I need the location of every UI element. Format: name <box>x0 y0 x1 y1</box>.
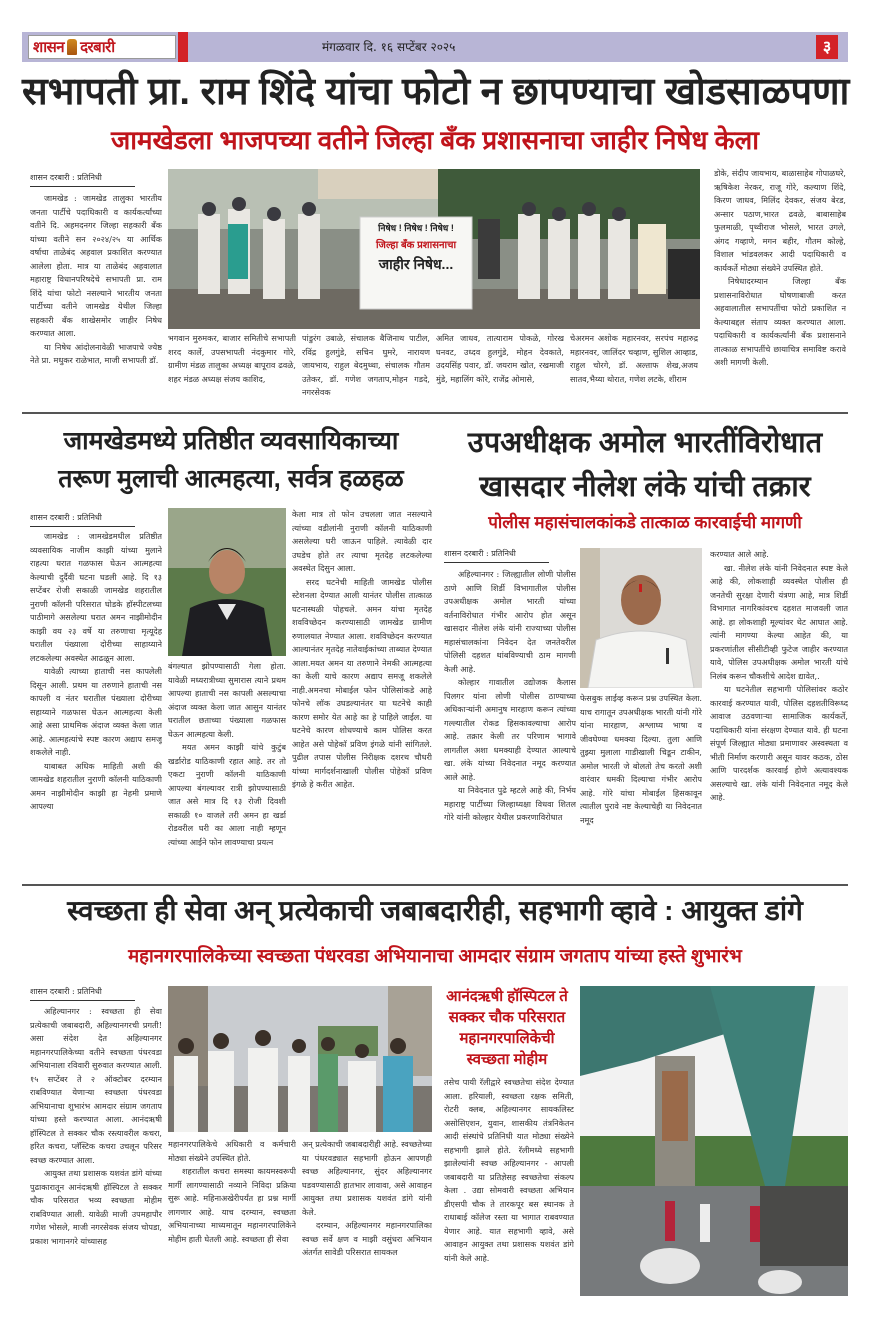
article2-col1-para2: यावेळी त्याच्या हाताची नस कापलेली दिसून आली. प्रथम या तरुणाने हाताची नस कापली व नंतर घरातील पंख्याला दोरीच्या सहाय्याने गळफास घेऊन आत्महत्या केली आहे असा प्राथमिक अंदाज व्यक्त केला जात आहे. आत्महत्यांचे स्पष्ट कारण अद्याप समजू शकलेले नाही. <box>30 666 162 757</box>
article2-byline: शासन दरबारी : प्रतिनिधी <box>30 512 135 527</box>
article2-headline-line2: तरूण मुलाची आत्महत्या, सर्वत्र हळहळ <box>58 465 404 493</box>
article4-street-photo <box>168 986 432 1132</box>
logo-accent-bar <box>178 32 188 62</box>
flyover-photo-art <box>580 986 848 1296</box>
article2-col3-para1: केला मात्र तो फोन उचलला जात नसल्याने त्यांच्या वडीलांनी नुराणी कॉलनी याठिकाणी असलेल्या घरी जाऊन पाहिले. त्यावेळी दार उघडेच होते तर त्याचा मृतदेह लटकलेल्या अवस्थेत दिसुन आला. <box>292 509 432 573</box>
article4-byline: शासन दरबारी : प्रतिनिधी <box>30 986 135 1001</box>
article2-col2 <box>168 660 286 876</box>
article1-col4: अमित जाधव, तात्याराम पोकळे, गोरख घनवट, उध्दव हुलगुंडे, मोहन देवकाते, उदयसिंह पवार, डॉ. जयराम खोत, रखमाजी मुंडे, महालिंग कोरे, राजेंद्र ओमासे, <box>436 333 564 384</box>
portrait-art <box>168 508 286 656</box>
article1-col1-para1: जामखेड : जामखेड तालुका भारतीय जनता पार्टीचे पदाधिकारी व कार्यकर्त्यांच्या वतीने दि. अहमदनगर जिल्हा सहकारी बँक यांच्या वतीने सन २०२४/२५ या आर्थिक वर्षाचा ताळेबंद अहवाल प्रकाशित करण्यात आलेला होता. मात्र या ताळेबंद अहवालात महाराष्ट्र विधानपरिषदेचे सभापती प्रा. राम शिंदे यांचा फोटो नसल्याने भारतीय जनता पार्टीच्या वतीने जामखेड येथील जिल्हा सहकारी बँक शाखेसमोर जाहीर निषेध करण्यात आला. <box>30 193 162 338</box>
article2-col3-para2: सरद घटनेची माहिती जामखेड पोलीस स्टेशनला देण्यात आली यानंतर पोलीस तात्काळ घटनास्थळी पोहचले. अमन यांचा मृतदेह शवविच्छेदन करण्यासाठी जामखेड ग्रामीण रुणालयात नेण्यात आला. शवविच्छेदन करण्यात आल्यानंतर मृतदेह नातेवाईकांच्या ताब्यात देण्यात आला.मयत अमन या तरुणाने नेमकी आत्महत्या का केली याचे कारण अद्याप समजू शकलेले नाही.अमनचा मोबाईल फोन पोलिसांकडे आहे फोनचे लॉक उघडल्यानंतर या घटनेचे काही कारण समोर येत आहे का हे पाहिले जाईल. या घटनेचे कारण शोधण्याचे काम पोलिस करत आहेत असे पोहेकॉ प्रविण इंगळे यांनी सांगितले. पुढील तपास पोलीस निरीक्षक दशरथ चौधरी यांच्या मार्गदर्शनाखाली पोलीस पोहेकॉ प्रविण इंगळे हे करीत आहेत. <box>292 576 432 789</box>
article1-col5: चेअरमन अशोक महारनवर, सरपंच महारुद्र महारनवर, जालिंदर चव्हाण, सुशिल आव्हाड, राहुल चोरगे, डॉ. अल्ताफ शेख,अजय सातव,भैय्या थोरात, गणेश लटके, शीराम <box>570 333 698 384</box>
article3-portrait-photo <box>580 548 702 688</box>
street-photo-art <box>168 986 432 1132</box>
protest-banner-line2: जिल्हा बँक प्रशासनाचा <box>375 240 457 251</box>
article1-col6-para2: निषेधादरम्यान जिल्हा बँक प्रशासनाविरोधात घोषणाबाजी करत अहवालातील सभापतींचा फोटो प्रकाशित न केल्याबद्दल संताप व्यक्त करण्यात आला. पदाधिकारी व कार्यकर्त्यांनी बँक प्रशासनाने तात्काळ सभापतींचे छायाचित्र समाविष्ट करावे अशी मागणी केली. <box>714 276 846 367</box>
article4-col2-para2: शहरातील कचरा समस्या कायमस्वरूपी मार्गी लागण्यासाठी नव्याने निविदा प्रक्रिया सुरू आहे. महिनाअखेरीपर्यंत हा प्रश्न मार्गी लागणार आहे. याच दरम्यान, स्वच्छता अभियानाच्या माध्यमातून महानगरपालिकेने मोहीम हाती घेतली आहे. स्वच्छता ही सेवा <box>168 1166 296 1244</box>
article1-col1 <box>30 192 162 392</box>
section-divider <box>22 412 848 414</box>
article1-protest-photo <box>168 169 700 329</box>
article3-col3-para3: या घटनेतील सहभागी पोलिसांवर कठोर कारवाई करण्यात यावी, पोलिस दहशतीविरूध्द आवाज उठवणाऱ्या सामाजिक कार्यकर्ते, पदाधिकारी यांना संरक्षण देण्यात यावे. ही घटना संपूर्ण जिल्ह्यात मोठ्या प्रमाणावर अस्वस्थता व भीती निर्माण करणारी असून यावर कठक, ठोस आणि पारदर्शक कारवाई होणे अत्यावश्यक असल्याचे खा. लंके यांनी निवेदनात नमूद केले आहे. <box>710 684 848 802</box>
page-number: ३ <box>816 35 838 59</box>
protest-banner-line3: जाहीर निषेध... <box>378 256 454 272</box>
article3-col3-para1: करण्यात आले आहे. <box>710 549 769 559</box>
article1-subheadline: जामखेडला भाजपच्या वतीने जिल्हा बँक प्रशासनाचा जाहीर निषेध केला <box>110 125 760 155</box>
article3-col1-para3: या निवेदनात पुढे म्हटले आहे की, निर्भय महाराष्ट्र पार्टीच्या जिल्हाध्यक्षा विधवा शितल गोरे यांनी कोल्हार येथील प्रकरणाविरोधात <box>444 785 576 822</box>
logo-text-right: दरबारी <box>80 38 115 56</box>
article1-col6-para1: डोके, संदीप जायभाय, बाळासाहेब गोपाळघरे, ऋषिकेश नेरकर, राजू गोरे, कल्याण शिंदे, किरण जाधव, मिलिंद देवकर, संजय बेरड, अन्सार पठाण,भारत ढवळे, बाबासाहेब फुलमाळी, पृथ्वीराज भोसले, भारत उगले, अंगद गव्हाणे, मगन बहीर, गौतम कोल्हे, विशाल भांडवलकर आदी पदाधिकारी व कार्यकर्ते मोठ्या संख्येने उपस्थित होते. <box>714 168 846 273</box>
article2-col3 <box>292 508 432 876</box>
article3-subheadline: पोलीस महासंचालकांकडे तात्काळ कारवाईची मागणी <box>488 513 802 532</box>
newspaper-logo <box>28 35 176 59</box>
article3-headline-line1: उपअधीक्षक अमोल भारतींविरोधात <box>467 427 823 459</box>
article4-col3-para2: दरम्यान, अहिल्यानगर महानगरपालिका स्वच्छ सर्वे क्षण व माझी वसुंधरा अभियान अंतर्गत सावेडी परिसरात सायकल <box>302 1220 432 1257</box>
section-divider-2 <box>22 884 848 886</box>
article4-col1-para1: अहिल्यानगर : स्वच्छता ही सेवा प्रत्येकाची जबाबदारी, अहिल्यानगरची प्रगती! असा संदेश देत अहिल्यानगर महानगरपालिकेच्या वतीने स्वच्छता पंधरवडा अभियानाला रविवारी सुरुवात करण्यात आली. १५ सप्टेंबर ते २ ऑक्टोबर दरम्यान राबविण्यात येणाऱ्या स्वच्छता पंधरवडा अभियानाचा शुभारंभ आमदार संग्राम जगताप यांच्या हस्ते करण्यात आला. आनंदऋषी हॉस्पिटल ते सक्कर चौक रस्त्यावरील कचरा, हरित कचरा, प्लॅस्टिक कचरा उचलून परिसर स्वच्छ करण्यात आला. <box>30 1006 162 1165</box>
article4-flyover-photo <box>580 986 848 1296</box>
article2-col1-para3: याबाबत अधिक माहिती अशी की जामखेड शहरातील नुराणी कॉलनी याठिकाणी अमन नाझीमोदीन काझी हा नेहमी प्रमाणे आपल्या <box>30 760 162 811</box>
article3-col1-para2: कोल्हार गावातील उद्योजक कैलास पिलगर यांना लोणी पोलीस ठाण्याच्या अधिकाऱ्यांनी अमानुष मारहाण करून त्यांच्या गल्ल्यातील रोकड हिसकावल्याचा आरोप आहे. तक्रार केली तर परिणाम भागावे लागतील अशा धमक्याही देण्यात आल्याचे खा. लंके यांच्या निवेदनात नमूद करण्यात आले आहे. <box>444 677 576 782</box>
article4-headline: स्वच्छता ही सेवा अन् प्रत्येकाची जबाबदारीही, सहभागी व्हावे : आयुक्त डांगे <box>67 895 803 926</box>
article1-col1-para2: या निषेध आंदोलनावेळी भाजपाचे ज्येष्ठ नेते प्रा. मधुकर राळेभात, माजी सभापती डॉ. <box>30 341 162 365</box>
article1-col3: पांडुरंग उबाळे, संचालक बैजिनाथ पाटील, रविंद्र हुलगुंडे, सचिन घुमरे, नारायण जायभाय, राहुल बेदमुथ्था, संचालक गौतम उतेकर, डॉ. गणेश जगताप,मोहन गडदे, नगरसेवक <box>302 333 430 397</box>
article3-col1 <box>444 568 576 878</box>
article2-col1-para1: जामखेड : जामखेडमधील प्रतिष्ठीत व्यवसायिक नाजीम काझी यांच्या मुलाने राहत्या घरात गळफास घेऊन आत्महत्या केल्याची दुर्दैवी घटना घडली आहे. दि १३ सप्टेंबर रोजी सकाळी जामखेड शहरातील नुराणी कॉलनी परिसरात घोडके हॉस्पीटलच्या पाठीमागे असलेल्या घरात अमन नाझीमोदीन काझी वय २३ वर्षे या तरुणाचा मृत्यूदेह घरातील पंख्याला दोरीच्या साहाय्याने लटकलेल्या अवस्थेत आढळून आला. <box>30 531 162 663</box>
article2-col2-para2: मयत अमन काझी यांचे कुटुंब खर्डारोड याठिकाणी रहात आहे. तर तो एकटा नुराणी कॉलनी याठिकाणी आपल्या बंगल्यावर रात्री झोपण्यासाठी जात असे मात्र दि १३ रोजी दिवशी सकाळी १० वाजले तरी अमन हा खर्डा रोडवरील घरी का आला नाही म्हणून त्यांच्या आईने फोन लावण्याचा प्रयत्न <box>168 742 286 847</box>
article3-col3-para2: खा. नीलेश लंके यांनी निवेदनात स्पष्ट केले आहे की, लोकशाही व्यवस्थेत पोलीस ही जनतेची सुरक्षा देणारी यंत्रणा आहे, मात्र शिर्डी विभागात नागरिकांवरच दहशत माजवली जात आहे. हा लोकशाही मूल्यांवर थेट आघात आहे. त्यांनी मागण्या केल्या आहेत की, या प्रकरणांतील सीसीटीव्ही फुटेज जाहीर करण्यात यावे, पोलिस उपअधीक्षक अमोल भारती यांचे निलंब करून चौकशीचे आदेश द्यावेत,. <box>710 562 848 681</box>
article2-col2-para1: बंगल्यात झोपण्यासाठी गेला होता. यावेळी मध्यरात्रीच्या सुमारास त्याने प्रथम आपल्या हाताची नस कापली असल्याचा अंदाज व्यक्त केला जात आसुन यानंतर घरातील छताच्या पंख्याला गळफास घेऊन आत्महत्या केली. <box>168 661 286 739</box>
masthead <box>22 32 848 62</box>
article4-box-headline: आनंदऋषी हॉस्पिटल ते सक्कर चौक परिसरात महानगरपालिकेची स्वच्छता मोहीम <box>446 988 568 1068</box>
article2-portrait-photo <box>168 508 286 656</box>
article1-byline: शासन दरबारी : प्रतिनिधी <box>30 172 135 187</box>
article1-col6 <box>714 167 846 407</box>
article4-col1-para2: आयुक्त तथा प्रशासक यशवंत डांगे यांच्या पुढाकारातून आनंदऋषी हॉस्पिटल ते सक्कर चौक परिसरात भव्य स्वच्छता मोहीम राबविण्यात आली. यावेळी माजी उपमहापौर गणेश भोसले, माजी नगरसेवक संजय चोपडा, प्रकाश भागानगरे यांच्यासह <box>30 1168 162 1246</box>
issue-date: मंगळवार दि. १६ सप्टेंबर २०२५ <box>322 40 456 54</box>
portrait-art-2 <box>580 548 702 688</box>
protest-banner-line1: निषेध ! निषेध ! निषेध ! <box>378 223 454 233</box>
article3-headline-line2: खासदार नीलेश लंके यांची तक्रार <box>479 471 811 503</box>
article1-headline: सभापती प्रा. राम शिंदे यांचा फोटो न छापण्याचा खोडसाळपणा <box>22 71 850 113</box>
article2-col1 <box>30 530 162 875</box>
logo-text-left: शासन <box>33 38 65 56</box>
article3-col3 <box>710 548 848 878</box>
article4-col3-para1: अन् प्रत्येकाची जबाबदारीही आहे. स्वच्छतेच्या या पंधरवड्यात सहभागी होऊन आपणही स्वच्छ अहिल्यानगर, सुंदर अहिल्यानगर घडवण्यासाठी हातभार लावावा, असे आवाहन आयुक्त तथा प्रशासक यशवंत डांगे यांनी केले. <box>302 1139 432 1217</box>
article3-byline: शासन दरबारी : प्रतिनिधी <box>444 548 549 563</box>
article1-col2: भगवान मुरुमकर, बाजार समितीचे सभापती शरद कार्ले, उपसभापती नंदकुमार गोरे, ग्रामीण मंडळ तालुका अध्यक्ष बापूराव ढवळे, शहर मंडळ अध्यक्ष संजय काशिद, <box>168 333 296 384</box>
article2-headline-line1: जामखेडमध्ये प्रतिष्ठीत व्यवसायिकाच्या <box>63 427 399 455</box>
article3-col2: फेसबुक लाईव्ह करून प्रश्न उपस्थित केला. याच रागातून उपअधीक्षक भारती यांनी गोरे यांना मारहाण, अश्लाघ्य भाषा व जीवघेण्या धमक्या दिल्या. तुला आणि तुझ्या मुलाला गाडीखाली चिडून टाकीन, अमोल भारती जे बोलतो तेच करतो अशी वारंवार धमकी दिल्याचा गंभीर आरोप आहे. गोरे यांचा मोबाईल हिसकावून त्यातील पुरावे नष्ट केल्याचेही या निवेदनात नमूद <box>580 693 702 825</box>
article4-col4: तसेच पायी रॅलीद्वारे स्वच्छतेचा संदेश देण्यात आला. हरियाली, स्वच्छता रक्षक समिती, रोटरी क्लब, अहिल्यानगर सायकलिस्ट असोसिएशन, युवान, शासकीय तंत्रनिकेतन आदी संस्थांचे प्रतिनिधी यात मोठ्या संख्येने सहभागी झाले होते. रॅलीमध्ये सहभागी झालेल्यांनी स्वच्छ अहिल्यानगर - आपली जबाबदारी या प्रतिज्ञेसह स्वच्छतेचा संकल्प केला . उद्या सोमवारी स्वच्छता अभियान डीएसपी चौक ते तारकपूर बस स्थानक ते राधाबाई कॉलेज रस्ता या भागात राबवण्यात येणार आहे. यात सहभागी व्हावे, असे आवाहन आयुक्त तथा प्रशासक यशवंत डांगे यांनी केले आहे. <box>444 1077 574 1263</box>
article4-subheadline: महानगरपालिकेच्या स्वच्छता पंधरवडा अभियानाचा आमदार संग्राम जगताप यांच्या हस्ते शुभारंभ <box>128 945 742 966</box>
article4-col3 <box>302 1138 432 1300</box>
article4-col2-para1: महानगरपालिकेचे अधिकारी व कर्मचारी मोठ्या संख्येने उपस्थित होते. <box>168 1139 296 1163</box>
article4-col2 <box>168 1138 296 1300</box>
chair-icon <box>67 39 77 55</box>
article4-col1 <box>30 1005 162 1300</box>
article3-col1-para1: अहिल्यानगर : जिल्ह्यातील लोणी पोलीस ठाणे आणि शिर्डी विभागातील पोलीस उपअधीक्षक अमोल भारती यांच्या वर्तनाविरोधात गंभीर आरोप होत असून खासदार नीलेश लंके यांनी राज्याच्या पोलीस महासंचालकांना निवेदन देत जनतेवरील पोलिसी दहशत थांबविण्याची ठाम मागणी केली आहे. <box>444 569 576 674</box>
